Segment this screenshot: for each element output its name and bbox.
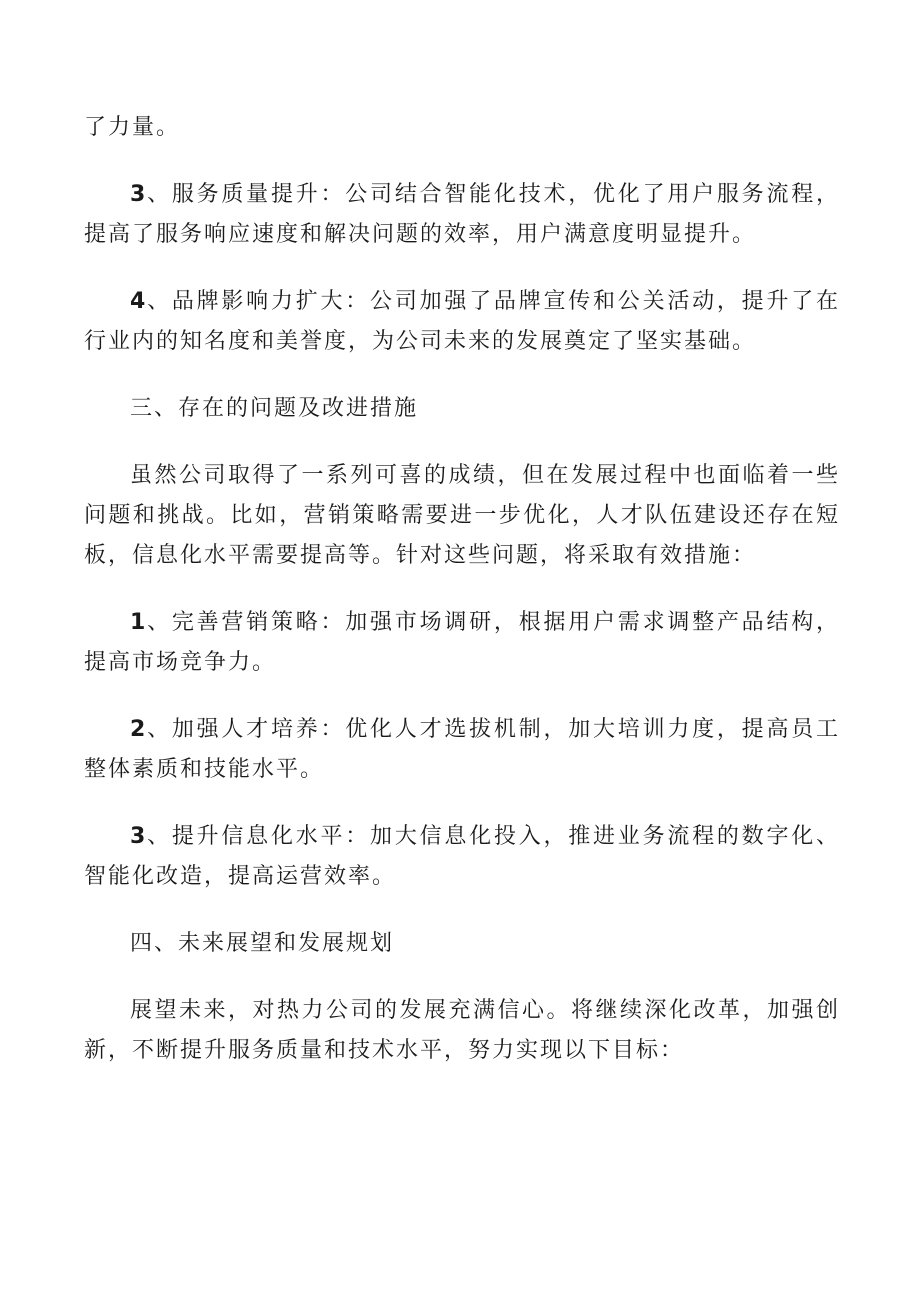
- item-number: 1: [130, 610, 147, 635]
- list-item-talent: [84, 710, 840, 790]
- item-text: 、品牌影响力扩大：公司加强了品牌宣传和公关活动，提升了在行业内的知名度和美誉度，为公司未来的发展奠定了坚实基础。: [84, 289, 840, 354]
- document-body: [84, 108, 840, 1098]
- paragraph-text: 展望未来，对热力公司的发展充满信心。将继续深化改革，加强创新，不断提升服务质量和技术水平，努力实现以下目标：: [84, 998, 840, 1063]
- section-heading-outlook: [84, 924, 840, 964]
- item-number: 3: [130, 824, 147, 849]
- paragraph-outlook: [84, 991, 840, 1071]
- paragraph-text: 了力量。: [84, 115, 181, 140]
- paragraph-continuation: [84, 108, 840, 148]
- heading-text: 四、未来展望和发展规划: [130, 931, 395, 956]
- item-text: 、加强人才培养：优化人才选拔机制，加大培训力度，提高员工整体素质和技能水平。: [84, 717, 840, 782]
- paragraph-text: 虽然公司取得了一系列可喜的成绩，但在发展过程中也面临着一些问题和挑战。比如，营销策略需要进一步优化，人才队伍建设还存在短板，信息化水平需要提高等。针对这些问题，将采取有效措施：: [84, 463, 840, 568]
- list-item-marketing: [84, 603, 840, 683]
- item-number: 3: [130, 182, 147, 207]
- heading-text: 三、存在的问题及改进措施: [130, 396, 419, 421]
- item-number: 2: [130, 717, 147, 742]
- paragraph-problems-intro: [84, 456, 840, 576]
- list-item-informatization: [84, 817, 840, 897]
- section-heading-problems: [84, 389, 840, 429]
- item-text: 、提升信息化水平：加大信息化投入，推进业务流程的数字化、智能化改造，提高运营效率。: [84, 824, 840, 889]
- list-item-brand-influence: [84, 282, 840, 362]
- item-text: 、完善营销策略：加强市场调研，根据用户需求调整产品结构，提高市场竞争力。: [84, 610, 840, 675]
- list-item-service-quality: [84, 175, 840, 255]
- item-number: 4: [130, 289, 147, 314]
- item-text: 、服务质量提升：公司结合智能化技术，优化了用户服务流程，提高了服务响应速度和解决问题的效率，用户满意度明显提升。: [84, 182, 840, 247]
